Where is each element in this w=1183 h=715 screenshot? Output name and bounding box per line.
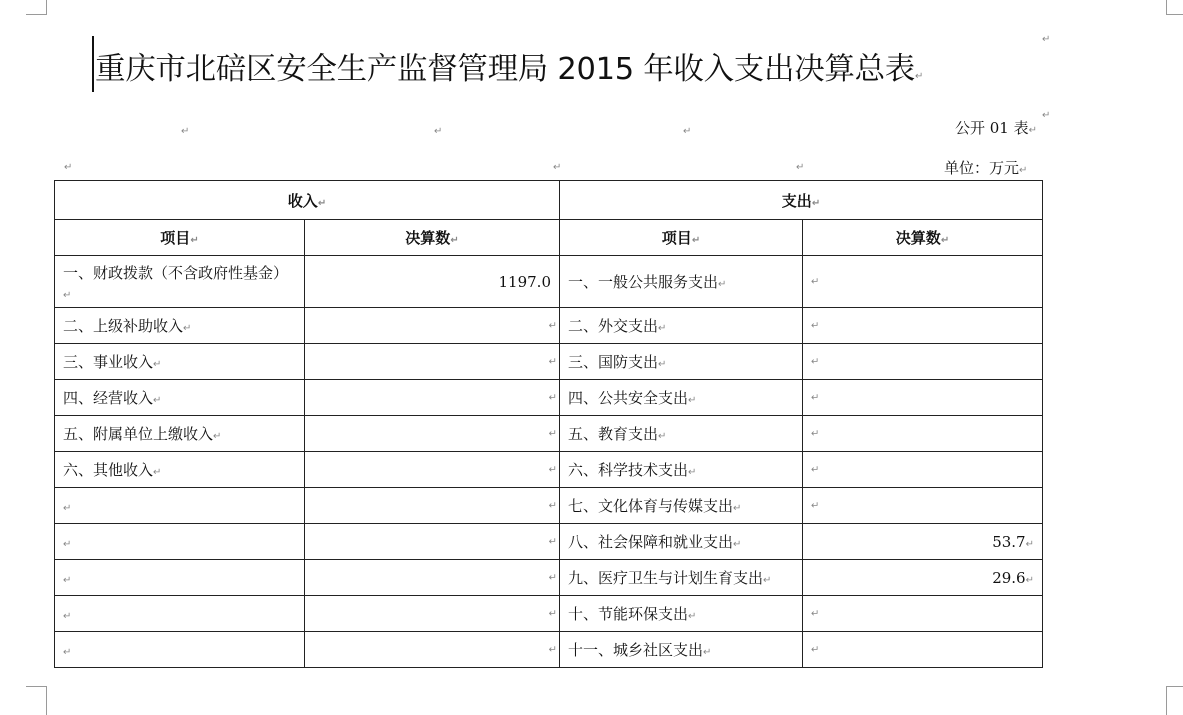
expense-item-cell[interactable] (560, 596, 803, 632)
paragraph-mark-icon: ↵ (658, 358, 667, 370)
table-row (55, 596, 1043, 632)
document-title[interactable] (95, 44, 923, 88)
paragraph-mark-icon: ↵ (63, 610, 72, 622)
income-item-cell[interactable] (55, 488, 305, 524)
income-amount-cell[interactable] (305, 416, 560, 452)
income-amount-cell[interactable] (305, 488, 560, 524)
expense-item-cell-text: 五、教育支出 (568, 424, 659, 443)
expense-item-cell-text: 一、一般公共服务支出 (568, 272, 719, 291)
paragraph-mark-icon: ↵ (153, 358, 162, 370)
table-row (55, 256, 1043, 308)
paragraph-mark-icon: ↵ (553, 162, 562, 173)
income-item-cell[interactable] (55, 524, 305, 560)
income-amount-column-header[interactable]: 决算数↵ (305, 220, 560, 256)
document-title-text[interactable]: 重庆市北碚区安全生产监督管理局 2015 年收入支出决算总表 (95, 52, 916, 87)
income-item-cell[interactable] (55, 560, 305, 596)
paragraph-mark-icon: ↵ (688, 466, 697, 478)
expense-amount-cell[interactable] (803, 560, 1043, 596)
crop-mark-top-right (1166, 0, 1183, 15)
paragraph-mark-icon: ↵ (915, 71, 924, 82)
paragraph-mark-icon: ↵ (811, 356, 820, 367)
income-amount-cell[interactable] (305, 344, 560, 380)
income-header[interactable]: 收入↵ (55, 181, 560, 220)
income-item-cell[interactable] (55, 380, 305, 416)
income-amount-cell[interactable] (305, 596, 560, 632)
income-amount-cell[interactable] (305, 256, 560, 308)
paragraph-mark-icon: ↵ (548, 608, 557, 619)
expense-amount-cell[interactable] (803, 256, 1043, 308)
paragraph-mark-icon: ↵ (434, 126, 443, 137)
income-item-cell-text: 二、上级补助收入 (63, 316, 184, 335)
paragraph-mark-icon: ↵ (64, 162, 73, 173)
income-item-cell-text: 四、经营收入 (63, 388, 154, 407)
paragraph-mark-icon: ↵ (1019, 165, 1028, 176)
income-item-cell-text: 五、附属单位上缴收入 (63, 424, 214, 443)
table-row (55, 488, 1043, 524)
paragraph-mark-icon: ↵ (548, 464, 557, 475)
expense-item-cell[interactable] (560, 560, 803, 596)
paragraph-mark-icon: ↵ (190, 235, 199, 246)
expense-amount-cell[interactable] (803, 452, 1043, 488)
paragraph-mark-icon: ↵ (63, 574, 72, 586)
income-item-cell[interactable] (55, 632, 305, 668)
paragraph-mark-icon: ↵ (940, 235, 950, 246)
expense-amount-cell[interactable] (803, 632, 1043, 668)
paragraph-mark-icon: ↵ (213, 430, 222, 442)
table-header-row (55, 181, 1043, 220)
expense-item-cell-text: 四、公共安全支出 (568, 388, 689, 407)
income-item-column-header[interactable]: 项目↵ (55, 220, 305, 256)
paragraph-mark-icon: ↵ (811, 428, 820, 439)
paragraph-mark-icon: ↵ (548, 428, 557, 439)
income-amount-cell[interactable] (305, 560, 560, 596)
paragraph-mark-icon: ↵ (548, 500, 557, 511)
paragraph-mark-icon: ↵ (811, 644, 820, 655)
expense-amount-cell[interactable] (803, 308, 1043, 344)
table-row (55, 380, 1043, 416)
expense-item-cell-text: 八、社会保障和就业支出 (568, 532, 734, 551)
form-number-text: 公开 01 表 (955, 119, 1029, 137)
expense-item-cell[interactable] (560, 256, 803, 308)
expense-header[interactable]: 支出↵ (560, 181, 1043, 220)
paragraph-mark-icon: ↵ (63, 538, 72, 550)
income-amount-cell[interactable] (305, 380, 560, 416)
income-expense-table (54, 180, 1043, 668)
income-item-cell-text: 三、事业收入 (63, 352, 154, 371)
paragraph-mark-icon: ↵ (548, 536, 557, 547)
paragraph-mark-icon: ↵ (811, 464, 820, 475)
income-amount-cell[interactable] (305, 452, 560, 488)
paragraph-mark-icon: ↵ (548, 644, 557, 655)
expense-item-cell-text: 九、医疗卫生与计划生育支出 (568, 568, 764, 587)
paragraph-mark-icon: ↵ (153, 466, 162, 478)
expense-item-cell-text: 六、科学技术支出 (568, 460, 689, 479)
paragraph-mark-icon: ↵ (1025, 538, 1034, 550)
table-subheader-row (55, 220, 1043, 256)
income-amount-cell[interactable] (305, 632, 560, 668)
income-amount-cell[interactable] (305, 308, 560, 344)
paragraph-mark-icon: ↵ (1042, 34, 1051, 45)
paragraph-mark-icon: ↵ (317, 197, 327, 209)
paragraph-mark-icon: ↵ (63, 646, 72, 658)
expense-item-cell-text: 二、外交支出 (568, 316, 659, 335)
paragraph-mark-icon: ↵ (688, 394, 697, 406)
income-amount-cell[interactable] (305, 524, 560, 560)
unit-label-text: 单位：万元 (944, 159, 1020, 177)
paragraph-mark-icon: ↵ (811, 392, 820, 403)
income-item-cell[interactable] (55, 596, 305, 632)
paragraph-mark-icon: ↵ (153, 394, 162, 406)
expense-amount-cell[interactable] (803, 488, 1043, 524)
paragraph-mark-icon: ↵ (658, 430, 667, 442)
expense-amount-cell[interactable] (803, 596, 1043, 632)
expense-amount-column-header[interactable]: 决算数↵ (803, 220, 1043, 256)
expense-item-cell-text: 十、节能环保支出 (568, 604, 689, 623)
paragraph-mark-icon: ↵ (733, 502, 742, 514)
paragraph-mark-icon: ↵ (733, 538, 742, 550)
paragraph-mark-icon: ↵ (63, 502, 72, 514)
paragraph-mark-icon: ↵ (1028, 125, 1038, 136)
paragraph-mark-icon: ↵ (718, 278, 727, 290)
income-item-cell[interactable] (55, 452, 305, 488)
income-item-cell[interactable] (55, 256, 305, 308)
table-row (55, 632, 1043, 668)
paragraph-mark-icon: ↵ (688, 610, 697, 622)
table-row (55, 524, 1043, 560)
expense-amount-cell-text: 53.7 (992, 532, 1026, 551)
paragraph-mark-icon: ↵ (1025, 574, 1034, 586)
paragraph-mark-icon: ↵ (548, 392, 557, 403)
crop-mark-top-left (26, 0, 47, 15)
income-item-cell[interactable] (55, 416, 305, 452)
paragraph-mark-icon: ↵ (181, 126, 190, 137)
paragraph-mark-icon: ↵ (811, 197, 821, 209)
paragraph-mark-icon: ↵ (683, 126, 692, 137)
table-row (55, 416, 1043, 452)
paragraph-mark-icon: ↵ (811, 320, 820, 331)
expense-item-cell-text: 十一、城乡社区支出 (568, 640, 704, 659)
expense-item-cell[interactable] (560, 632, 803, 668)
expense-item-cell[interactable] (560, 524, 803, 560)
paragraph-mark-icon: ↵ (811, 276, 820, 287)
paragraph-mark-icon: ↵ (183, 322, 192, 334)
paragraph-mark-icon: ↵ (63, 289, 72, 301)
unit-label (944, 157, 1027, 178)
paragraph-mark-icon: ↵ (548, 320, 557, 331)
paragraph-mark-icon: ↵ (796, 162, 805, 173)
expense-amount-cell[interactable] (803, 524, 1043, 560)
paragraph-mark-icon: ↵ (811, 500, 820, 511)
expense-item-column-header[interactable]: 项目↵ (560, 220, 803, 256)
paragraph-mark-icon: ↵ (703, 646, 712, 658)
paragraph-mark-icon: ↵ (658, 322, 667, 334)
expense-amount-cell[interactable] (803, 380, 1043, 416)
expense-amount-cell[interactable] (803, 416, 1043, 452)
crop-mark-bottom-left (26, 686, 47, 715)
paragraph-mark-icon: ↵ (811, 608, 820, 619)
expense-amount-cell-text: 29.6 (992, 568, 1026, 587)
paragraph-mark-icon: ↵ (763, 574, 772, 586)
crop-mark-bottom-right (1166, 686, 1183, 715)
expense-item-cell-text: 三、国防支出 (568, 352, 659, 371)
table-row (55, 452, 1043, 488)
expense-item-cell-text: 七、文化体育与传媒支出 (568, 496, 734, 515)
expense-item-cell[interactable] (560, 488, 803, 524)
table-row (55, 344, 1043, 380)
expense-item-cell[interactable] (560, 380, 803, 416)
expense-item-cell[interactable] (560, 416, 803, 452)
income-item-cell[interactable] (55, 344, 305, 380)
paragraph-mark-icon: ↵ (1042, 110, 1051, 121)
text-cursor (92, 36, 94, 92)
paragraph-mark-icon: ↵ (548, 356, 557, 367)
table-row (55, 560, 1043, 596)
income-amount-cell-text: 1197.0 (498, 272, 551, 291)
paragraph-mark-icon: ↵ (548, 572, 557, 583)
table-row (55, 308, 1043, 344)
income-item-cell-text: 一、财政拨款（不含政府性基金） (63, 263, 289, 282)
expense-amount-cell[interactable] (803, 344, 1043, 380)
income-item-cell[interactable] (55, 308, 305, 344)
expense-item-cell[interactable] (560, 452, 803, 488)
paragraph-mark-icon: ↵ (691, 235, 701, 246)
expense-item-cell[interactable] (560, 344, 803, 380)
income-item-cell-text: 六、其他收入 (63, 460, 154, 479)
paragraph-mark-icon: ↵ (450, 235, 459, 246)
form-number (955, 117, 1037, 138)
expense-item-cell[interactable] (560, 308, 803, 344)
